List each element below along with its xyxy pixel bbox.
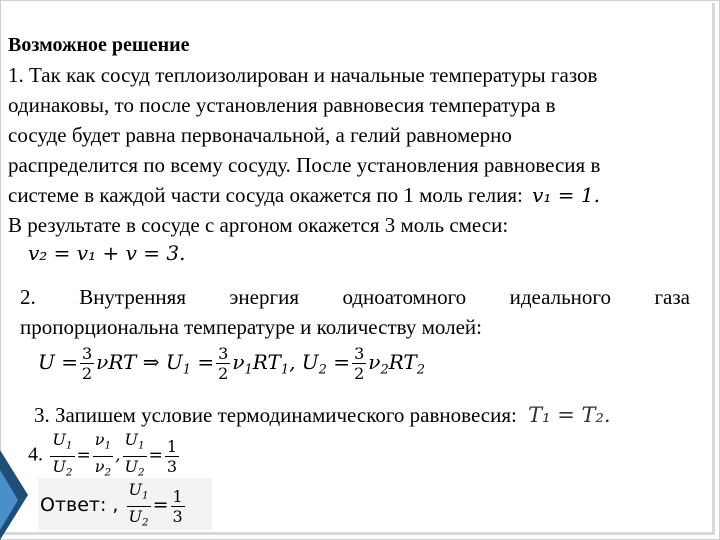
p1-line: одинаковы, то после установления равновесия температура в	[8, 93, 556, 117]
answer-line: Ответ: , $\frac{U_1}{U_2}$ = $\frac{1}{3}$	[40, 480, 183, 529]
solution-heading: Возможное решение	[8, 34, 190, 56]
p3-line-1: 2. Внутренняя энергия одноатомного идеального газа	[20, 285, 690, 309]
paragraph-2: В результате в сосуде с аргоном окажется 3 моль смеси:	[8, 213, 509, 237]
formula-v1: v₁ = 1.	[532, 183, 600, 207]
p1-line: распределится по всему сосуду. После установления равновесия в	[8, 153, 601, 177]
p1-line: сосуде будет равна первоначальной, а гелий равномерно	[8, 123, 512, 147]
corner-decoration-inner	[0, 470, 18, 530]
paragraph-3	[20, 282, 690, 342]
formula-internal-energy: U = $\frac{3}{2}$ νRT ⇒ $U_1$ = $\frac{3}{2}$ $\nu_1RT_1$, $U_2$ = $\frac{3}{2}$ $\nu_2RT_2$	[38, 344, 426, 383]
p1-line: 1. Так как сосуд теплоизолирован и начальные температуры газов	[8, 63, 598, 87]
paragraph-1	[8, 60, 688, 210]
formula-ratio: 4. $\frac{U_1}{U_2}$ = $\frac{\nu_1}{\nu_2}$ , $\frac{U_1}{U_2}$ = $\frac{1}{3}$	[28, 430, 178, 479]
formula-t-equal: T₁ = T₂.	[528, 403, 611, 427]
paragraph-4: 3. Запишем условие термодинамического равновесия: T₁ = T₂.	[34, 403, 611, 427]
p3-line-2: пропорциональна температуре и количеству молей:	[20, 315, 482, 339]
p1-line: системе в каждой части сосуда окажется по 1 моль гелия: v₁ = 1.	[8, 183, 600, 207]
formula-v2: v₂ = v₁ + v = 3.	[28, 241, 186, 265]
